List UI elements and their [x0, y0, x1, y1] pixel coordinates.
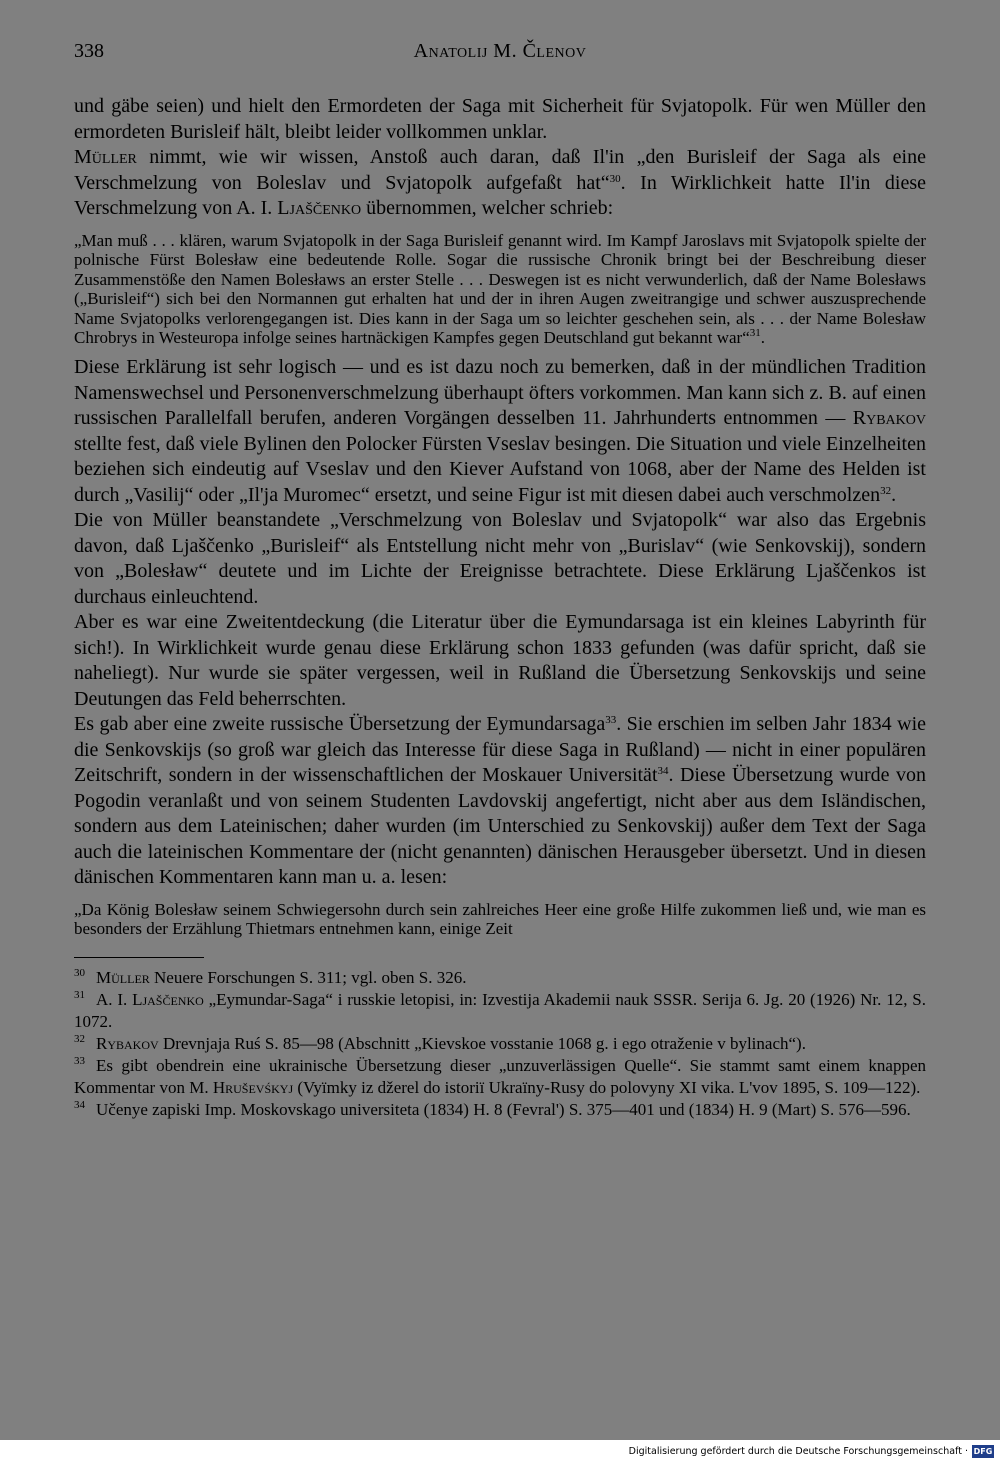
footnote: $^{30}$ Müller Neuere Forschungen S. 311; vgl. oben S. 326.	[74, 966, 467, 987]
paragraph: Es gab aber eine zweite russische Übersetzung der Eymundarsaga$^{33}$. Sie erschien im selben Jahr 1834 wie die Senkovskijs (so groß war gleich das Interesse für diese Saga in Rußland) — nicht in einer populären Zeitschrift, sondern in der wissenschaftlichen der Moskauer Universität$^{34}$. Diese Übersetzung wurde von Pogodin veranlaßt und von seinem Studenten Lavdovskij angefertigt, nicht aber aus dem Isländischen, sondern aus dem Lateinischen; daher wurden (im Unterschied zu Senkovskij) außer dem Text der Saga auch die lateinischen Kommentare der (nicht genannten) dänischen Herausgeber übersetzt. Und in diesen dänischen Kommentaren kann man u. a. lesen:	[74, 713, 926, 889]
page-body	[74, 94, 926, 1121]
footnote-divider	[74, 957, 204, 958]
digitization-footer	[0, 1440, 1000, 1464]
footnote: $^{33}$ Es gibt obendrein eine ukrainische Übersetzung dieser „unzuverlässigen Quelle“. Sie stammt samt einem knappen Kommentar von M. Hruševśkyj (Vyïmky iz džerel do istoriï Ukraïny-Rusy do polovyny XI vika. L'vov 1895, S. 109—122).	[74, 1054, 926, 1097]
paragraph: Müller nimmt, wie wir wissen, Anstoß auch daran, daß Il'in „den Burisleif der Saga als eine Verschmelzung von Boleslav und Svjatopolk aufgefaßt hat“$^{30}$. In Wirklichkeit hatte Il'in diese Verschmelzung von A. I. Ljaščenko übernommen, welcher schrieb:	[74, 146, 926, 219]
footnote-ref: 30	[609, 172, 621, 185]
footnote-ref: 34	[657, 765, 669, 778]
footnote: $^{32}$ Rybakov Drevnjaja Ruś S. 85—98 (Abschnitt „Kievskoe vosstanie 1068 g. i ego otraženie v bylinach“).	[74, 1032, 806, 1053]
block-quote: „Da König Bolesław seinem Schwiegersohn durch sein zahlreiches Heer eine große Hilfe zukommen ließ und, wie man es besonders der Erzählung Thietmars entnehmen kann, einige Zeit	[74, 899, 926, 939]
footnote-ref: 31	[749, 327, 761, 340]
paragraph: Die von Müller beanstandete „Verschmelzung von Boleslav und Svjatopolk“ war also das Ergebnis davon, daß Ljaščenko „Burisleif“ als Entstellung nicht mehr von „Burislav“ (wie Senkovskij), sondern von „Bolesław“ deutete und im Lichte der Ereignisse betrachtete. Diese Erklärung Ljaščenkos ist durchaus einleuchtend.	[74, 509, 926, 608]
running-header	[74, 40, 926, 68]
running-head-author: Anatolij M. Členov	[413, 40, 587, 62]
footnote-ref: 32	[880, 484, 892, 497]
footnotes	[74, 967, 926, 1121]
paragraph: und gäbe seien) und hielt den Ermordeten der Saga mit Sicherheit für Svjatopolk. Für wen Müller den ermordeten Burisleif hält, bleibt leider vollkommen unklar.	[74, 95, 926, 143]
footnote-ref: 33	[605, 714, 617, 727]
footnote: $^{34}$ Učenye zapiski Imp. Moskovskago universiteta (1834) H. 8 (Fevral') S. 375—401 und (1834) H. 9 (Mart) S. 576—596.	[74, 1098, 911, 1119]
dfg-logo: DFG	[973, 1447, 993, 1456]
block-quote: „Man muß . . . klären, warum Svjatopolk in der Saga Burisleif genannt wird. Im Kampf Jaroslavs mit Svjatopolk spielte der polnische Fürst Bolesław eine bedeutende Rolle. Sogar die russische Chronik bringt bei der Beschreibung dieser Zusammenstöße den Namen Bolesławs an erster Stelle . . . Deswegen ist es nicht verwunderlich, daß der Name Bolesławs („Burisleif“) sich bei den Normannen gut erhalten hat und der in ihren Augen zweitrangige und schwer auszusprechende Name Svjatopolks verlorengegangen ist. Dies kann in der Saga um so leichter geschehen sein, als . . . der Name Bolesław Chrobrys in Westeuropa infolge seines hartnäckigen Kampfes gegen Deutschland gut bekannt war“$^{31}$.	[74, 230, 926, 348]
paragraph: Diese Erklärung ist sehr logisch — und es ist dazu noch zu bemerken, daß in der mündlichen Tradition Namenswechsel und Personenverschmelzung überhaupt öfters vorkommen. Man kann sich z. B. auf einen russischen Parallelfall berufen, anderen Vorgängen desselben 11. Jahrhunderts entnommen — Rybakov stellte fest, daß viele Bylinen den Polocker Fürsten Vseslav besingen. Die Situation und viele Einzelheiten beziehen sich eindeutig auf Vseslav und den Kiever Aufstand von 1068, aber der Name des Helden ist durch „Vasilij“ oder „Il'ja Muromec“ ersetzt, und seine Figur ist mit diesen dabei auch verschmolzen$^{32}$.	[74, 356, 926, 506]
paragraph: Aber es war eine Zweitentdeckung (die Literatur über die Eymundarsaga ist ein kleines Labyrinth für sich!). In Wirklichkeit wurde genau diese Erklärung schon 1833 gefunden (was dafür spricht, daß sie naheliegt). Nur wurde sie später vergessen, weil in Rußland die Übersetzung Senkovskijs und seine Deutungen das Feld beherrschten.	[74, 611, 926, 710]
footnote: $^{31}$ A. I. Ljaščenko „Eymundar-Saga“ i russkie letopisi, in: Izvestija Akademii nauk SSSR. Serija 6. Jg. 20 (1926) Nr. 12, S. 1072.	[74, 988, 926, 1031]
page-number: 338	[74, 40, 104, 62]
funding-credit: Digitalisierung gefördert durch die Deutsche Forschungsgemeinschaft ·	[628, 1446, 968, 1457]
